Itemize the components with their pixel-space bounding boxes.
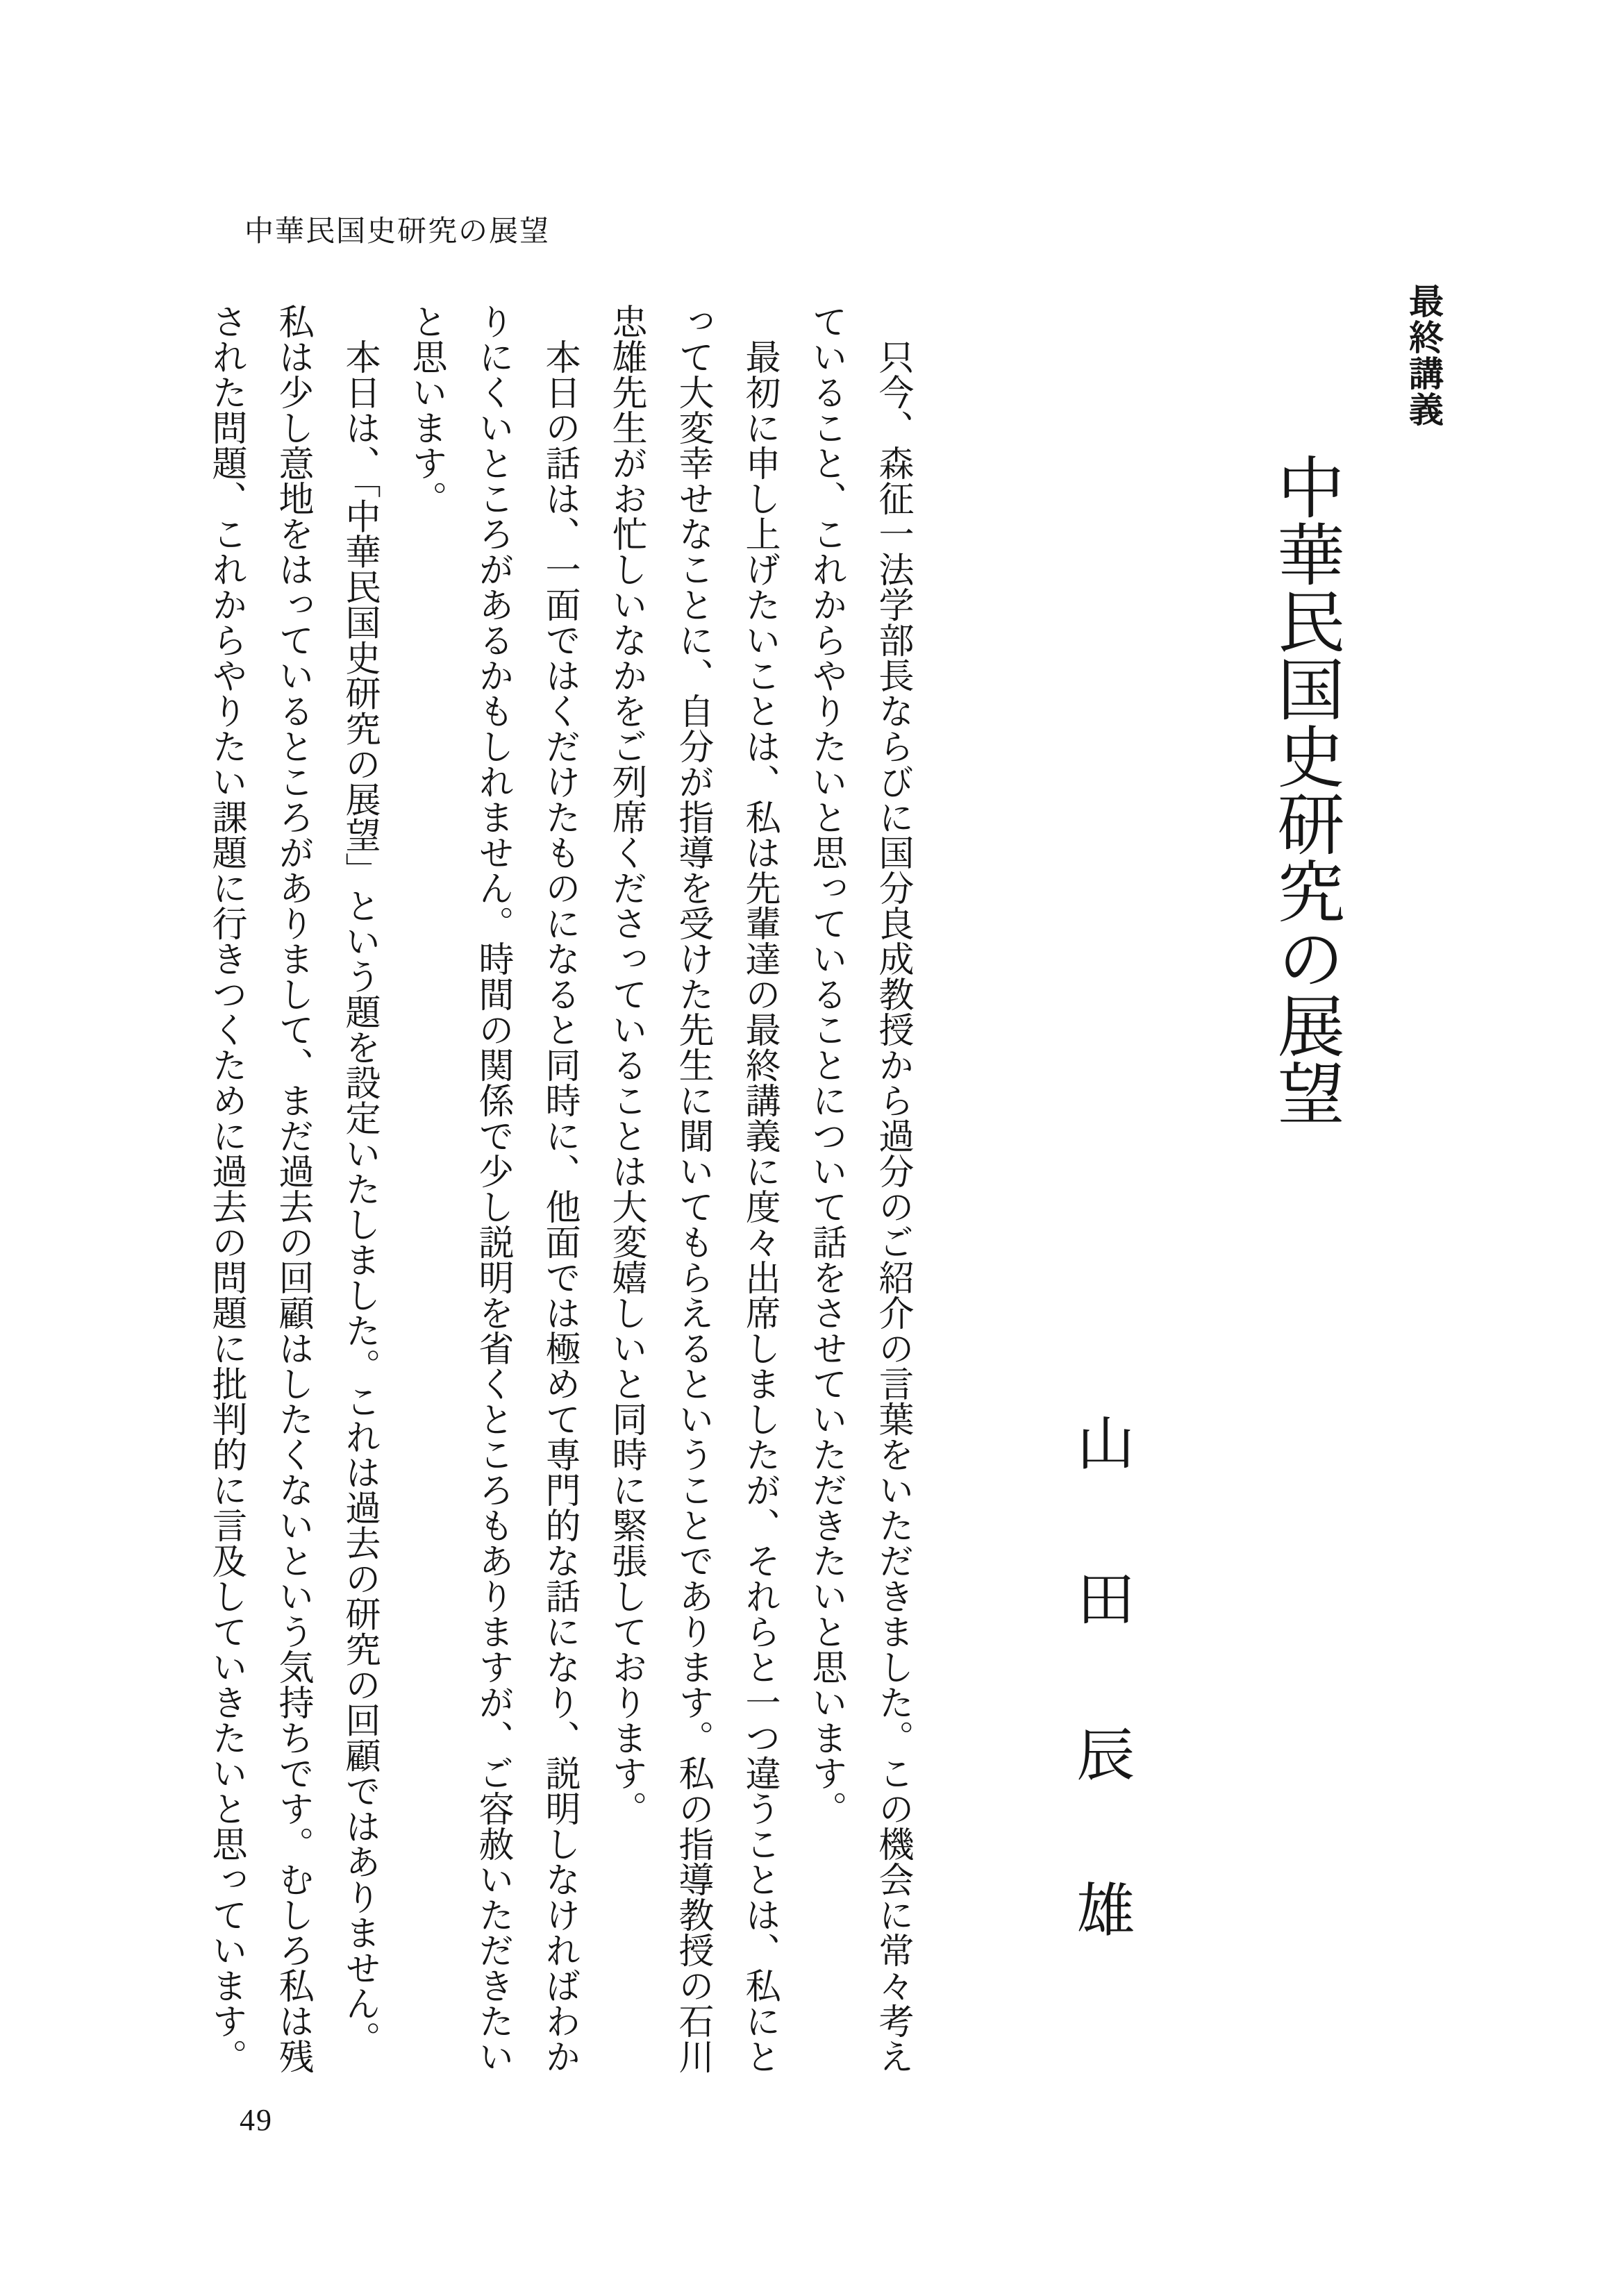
body-column: 忠雄先生がお忙しいなかをご列席くださっていることは大変嬉しいと同時に緊張しております。 — [606, 303, 645, 1826]
body-column: ていること、これからやりたいと思っていることについて話をさせていただきたいと思います。 — [806, 303, 845, 1826]
body-text — [192, 303, 926, 2109]
body-column: された問題、これからやりたい課題に行きつくために過去の問題に批判的に言及していきたいと思っています。 — [206, 303, 245, 2074]
body-column: 最初に申し上げたいことは、私は先輩達の最終講義に度々出席しましたが、それらと一つ違うことは、私にと — [740, 303, 778, 2074]
running-header: 中華民国史研究の展望 — [244, 216, 551, 248]
body-column: 私は少し意地をはっているところがありまして、まだ過去の回顧はしたくないという気持ちです。むしろ私は残 — [273, 303, 312, 2074]
body-column: と思います。 — [406, 303, 445, 516]
page-number: 49 — [240, 2103, 273, 2137]
lecture-kicker: 最終講義 — [1404, 283, 1443, 428]
body-column: 本日の話は、一面ではくだけたものになると同時に、他面では極めて専門的な話になり、説明しなければわか — [540, 303, 578, 2074]
body-column: 只今、森征一法学部長ならびに国分良成教授から過分のご紹介の言葉をいただきました。この機会に常々考え — [873, 303, 912, 2074]
article-title: 中華民国史研究の展望 — [1267, 453, 1342, 1126]
body-column: って大変幸せなことに、自分が指導を受けた先生に聞いてもらえるということであります。私の指導教授の石川 — [673, 303, 712, 2074]
body-column: 本日は、「中華民国史研究の展望」という題を設定いたしました。これは過去の研究の回顧ではありません。 — [340, 303, 378, 2056]
body-column: りにくいところがあるかもしれません。時間の関係で少し説明を省くところもありますが、ご容赦いただきたい — [473, 303, 512, 2074]
author-name: 山田辰雄 — [1068, 1413, 1133, 2035]
